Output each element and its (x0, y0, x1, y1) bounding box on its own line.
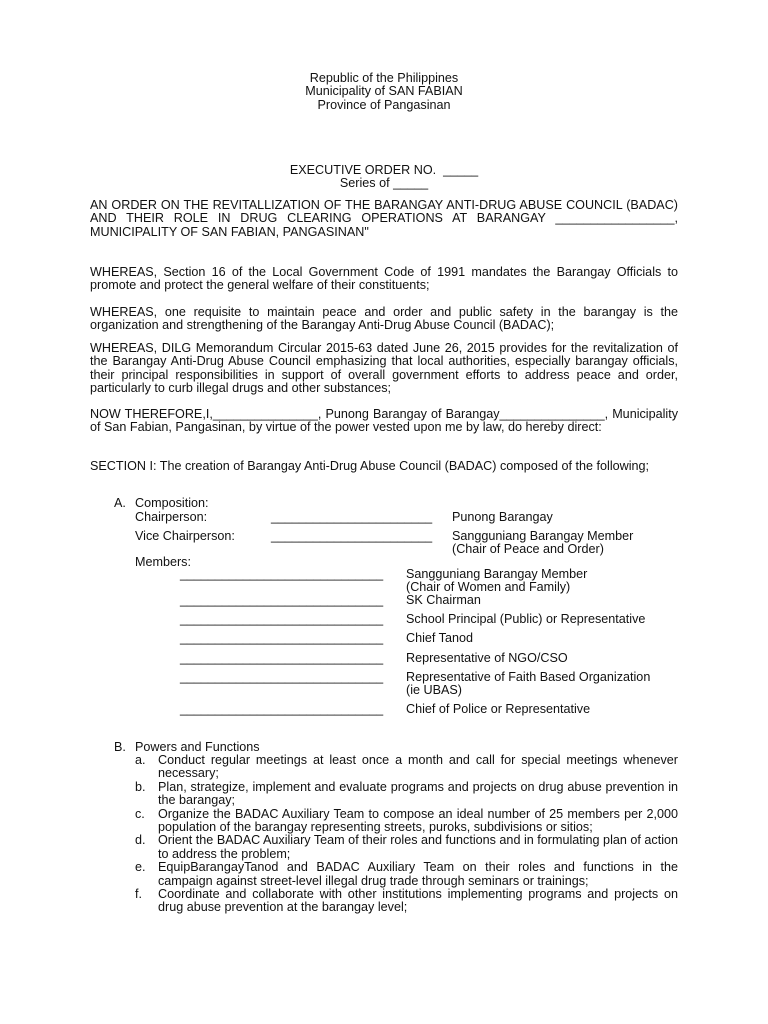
member-6-value: Representative of Faith Based Organization (406, 670, 651, 684)
section-1-text: SECTION I: The creation of Barangay Anti-Drug Abuse Council (BADAC) composed of the following; (90, 459, 650, 473)
list-item-marker: f. (135, 887, 142, 902)
order-title: AN ORDER ON THE REVITALLIZATION OF THE BARANGAY ANTI-DRUG ABUSE COUNCIL (BADAC) AND THEIR ROLE IN DRUG CLEARING OPERATIONS AT BARANGAY _________________, MUNICIPALITY OF SAN FABIAN, PANGASINAN" (90, 198, 678, 239)
vice-chairperson-blank-line: _______________________ (271, 529, 433, 543)
list-item-marker: d. (135, 833, 146, 848)
header-province: Province of Pangasinan (317, 97, 451, 112)
powers-heading: Powers and Functions (135, 740, 260, 754)
list-item-marker: a. (135, 753, 146, 767)
composition-heading: Composition: (135, 496, 209, 510)
member-3-blank-line: _____________________________ (180, 612, 384, 626)
member-2-value: SK Chairman (406, 593, 481, 607)
header-municipality: Municipality of SAN FABIAN (305, 84, 463, 99)
member-5-value: Representative of NGO/CSO (406, 651, 568, 665)
header-republic: Republic of the Philippines (309, 71, 459, 85)
whereas-clause-2: WHEREAS, one requisite to maintain peace and order and public safety in the barangay is the organization and strengthening of the Barangay Anti-Drug Abuse Council (BADAC); (90, 305, 678, 333)
member-7-value: Chief of Police or Representative (406, 702, 591, 716)
chairperson-blank-line: _______________________ (271, 510, 433, 524)
list-item-text: Orient the BADAC Auxiliary Team of their roles and functions and in formulating plan of action to address the problem; (158, 833, 678, 861)
chairperson-value: Punong Barangay (452, 510, 553, 524)
list-item-marker: e. (135, 860, 146, 875)
document-header (0, 72, 768, 112)
member-6-subtitle: (ie UBAS) (406, 683, 462, 697)
member-4-value: Chief Tanod (406, 631, 473, 645)
list-item-text: Organize the BADAC Auxiliary Team to compose an ideal number of 25 members per 2,000 population of the barangay representing streets, puroks, subdivisions or sitios; (158, 806, 678, 835)
powers-list (135, 754, 678, 915)
member-3-value: School Principal (Public) or Representative (406, 612, 646, 626)
member-1-subtitle: (Chair of Women and Family) (406, 580, 571, 594)
list-item (135, 861, 678, 888)
member-1-value: Sangguniang Barangay Member (406, 567, 588, 581)
vice-chairperson-value: Sangguniang Barangay Member (452, 529, 634, 543)
member-1-blank-line: _____________________________ (180, 567, 384, 581)
list-item (135, 781, 678, 808)
list-item (135, 888, 678, 915)
list-item-marker: b. (135, 779, 146, 794)
list-item-text: Coordinate and collaborate with other institutions implementing programs and projects on drug abuse prevention at the barangay level; (158, 887, 678, 915)
list-item-marker: c. (135, 806, 145, 821)
composition-marker: A. (114, 496, 126, 510)
whereas-clause-1: WHEREAS, Section 16 of the Local Government Code of 1991 mandates the Barangay Officials to promote and protect the general welfare of their constituents; (90, 265, 678, 293)
list-item (135, 754, 678, 781)
member-5-blank-line: _____________________________ (180, 651, 384, 665)
executive-order-series: Series of _____ (339, 176, 429, 191)
vice-chairperson-label: Vice Chairperson: (135, 529, 235, 543)
vice-chairperson-subtitle: (Chair of Peace and Order) (452, 542, 604, 556)
member-2-blank-line: _____________________________ (180, 593, 384, 607)
list-item-text: Plan, strategize, implement and evaluate programs and projects on drug abuse prevention in the barangay; (158, 779, 678, 808)
powers-marker: B. (114, 740, 126, 754)
list-item (135, 834, 678, 861)
now-therefore-clause: NOW THEREFORE,I,_______________, Punong Barangay of Barangay_______________, Municipality of San Fabian, Pangasinan, by virtue of the power vested upon me by law, do hereby direct: (90, 407, 678, 435)
chairperson-label: Chairperson: (135, 510, 208, 524)
list-item-text: EquipBarangayTanod and BADAC Auxiliary Team on their roles and functions in the campaign against street-level illegal drug trade through seminars or trainings; (158, 860, 678, 888)
members-label: Members: (135, 555, 191, 569)
member-4-blank-line: _____________________________ (180, 631, 384, 645)
list-item-text: Conduct regular meetings at least once a month and call for special meetings whenever necessary; (158, 753, 678, 781)
list-item (135, 808, 678, 835)
executive-order-heading (0, 164, 768, 191)
executive-order-number: EXECUTIVE ORDER NO. _____ (289, 163, 479, 177)
member-6-blank-line: _____________________________ (180, 670, 384, 684)
member-7-blank-line: _____________________________ (180, 702, 384, 716)
whereas-clause-3: WHEREAS, DILG Memorandum Circular 2015-63 dated June 26, 2015 provides for the revitalization of the Barangay Anti-Drug Abuse Council emphasizing that local authorities, especially barangay officials, their principal responsibilities in support of overall government efforts to address peace and order, particularly to curb illegal drugs and other substances; (90, 341, 678, 396)
